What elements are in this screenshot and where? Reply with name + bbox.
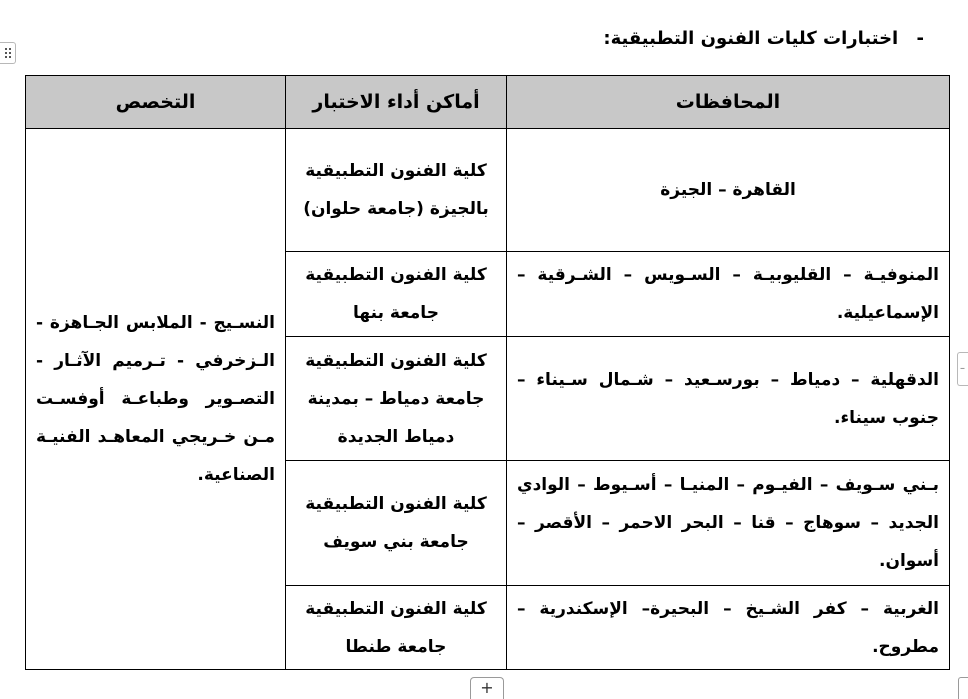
- table-row: [26, 129, 950, 252]
- header-specialization: التخصص: [26, 76, 286, 129]
- plus-icon: +: [480, 678, 494, 697]
- heading-bullet: -: [916, 28, 924, 49]
- exam-place-cell: كلية الفنون التطبيقية جامعة بنها: [286, 252, 507, 337]
- exam-place-cell: كلية الفنون التطبيقية جامعة بني سويف: [286, 461, 507, 586]
- governorates-cell: القاهرة – الجيزة: [507, 129, 950, 252]
- exam-place-cell: كلية الفنون التطبيقية جامعة دمياط – بمدينة دمياط الجديدة: [286, 337, 507, 461]
- specialization-cell: النسـيج - الملابس الجـاهزة - الـزخرفي - تـرميم الآثـار - التصـوير وطباعـة أوفسـت مـن خـريجي المعاهـد الفنيـة الصناعية.: [26, 129, 286, 670]
- table-resize-handle[interactable]: [958, 677, 968, 699]
- heading-text: اختبارات كليات الفنون التطبيقية:: [603, 28, 899, 49]
- table-header-row: [26, 76, 950, 129]
- governorates-cell: الدقهلية – دمياط – بورسـعيد – شـمال سـيناء – جنوب سيناء.: [507, 337, 950, 461]
- header-places: أماكن أداء الاختبار: [286, 76, 507, 129]
- exam-locations-table: [25, 75, 950, 670]
- governorates-cell: المنوفيـة – القليوبيـة – السـويس – الشـرقية – الإسماعيلية.: [507, 252, 950, 337]
- exam-place-cell: كلية الفنون التطبيقية جامعة طنطا: [286, 586, 507, 670]
- drag-grip-icon: [5, 48, 11, 58]
- governorates-cell: بـني سـويف – الفيـوم – المنيـا – أسـيوط – الوادي الجديد – سوهاج – قنا – البحر الاحمر – الأقصر – أسوان.: [507, 461, 950, 586]
- section-heading: [603, 28, 924, 49]
- header-governorates: المحافظات: [507, 76, 950, 129]
- governorates-cell: الغربية – كفر الشـيخ – البحيرة– الإسكندرية – مطروح.: [507, 586, 950, 670]
- minus-icon: –: [960, 363, 965, 374]
- exam-place-cell: كلية الفنون التطبيقية بالجيزة (جامعة حلوان): [286, 129, 507, 252]
- row-handle[interactable]: [957, 352, 968, 386]
- add-row-button[interactable]: [470, 677, 504, 699]
- table-move-handle[interactable]: [0, 42, 16, 64]
